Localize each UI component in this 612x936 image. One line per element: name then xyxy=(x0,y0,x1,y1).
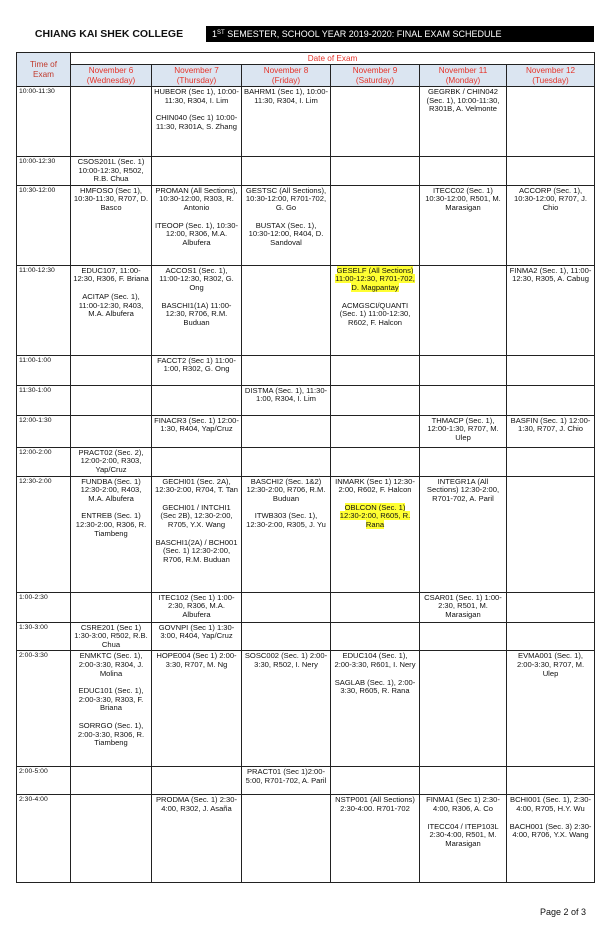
time-slot-cell: 10:00-11:30 xyxy=(17,87,71,157)
exam-entry: HOPE004 (Sec 1) 2:00-3:30, R707, M. Ng xyxy=(156,651,237,669)
exam-entry: PROMAN (All Sections), 10:30-12:00, R303, R. Antonio xyxy=(155,185,238,212)
exam-entry: BASCHI1(1A) 11:00-12:30, R706, R.M. Buduan xyxy=(161,300,232,327)
day-date: November 9 xyxy=(352,66,398,75)
schedule-row xyxy=(17,447,595,476)
time-slot-cell: 10:00-12:30 xyxy=(17,157,71,186)
schedule-cell xyxy=(152,355,242,385)
exam-entry-block xyxy=(422,823,504,849)
schedule-row xyxy=(17,592,595,622)
page-header xyxy=(16,26,594,42)
time-slot-cell: 12:30-2:00 xyxy=(17,476,71,592)
schedule-cell xyxy=(420,447,507,476)
schedule-cell xyxy=(71,476,152,592)
schedule-cell xyxy=(242,592,331,622)
exam-entry-block xyxy=(422,478,504,504)
exam-entry-block xyxy=(154,267,239,293)
exam-entry: FINACR3 (Sec. 1) 12:00-1:30, R404, Yap/Cruz xyxy=(154,415,239,434)
exam-entry: CSOS201L (Sec. 1) 10:00-12:30, R502, R.B. Chua xyxy=(77,157,145,184)
exam-entry: PRACT02 (Sec. 2), 12:00-2:00, R303, Yap/Cruz xyxy=(78,447,144,474)
exam-entry-block xyxy=(154,302,239,328)
schedule-cell xyxy=(152,651,242,767)
exam-entry: NSTP001 (All Sections) 2:30-4:00. R701-702 xyxy=(335,795,415,813)
schedule-cell xyxy=(507,622,595,651)
exam-entry: ITWB303 (Sec. 1), 12:30-2:00, R305, J. Yu xyxy=(246,511,326,529)
exam-entry: SAGLAB (Sec. 1), 2:00-3:30, R605, R. Rana xyxy=(334,677,416,696)
exam-entry-block xyxy=(422,417,504,443)
schedule-cell xyxy=(71,622,152,651)
schedule-cell xyxy=(71,385,152,415)
exam-entry: SOSC002 (Sec. 1) 2:00-3:30, R502, I. Nery xyxy=(244,651,328,669)
schedule-cell xyxy=(507,385,595,415)
schedule-cell xyxy=(71,767,152,795)
page-number: Page 2 of 3 xyxy=(540,907,587,917)
day-date: November 11 xyxy=(438,66,488,75)
schedule-cell xyxy=(152,447,242,476)
exam-entry: INTEGR1A (All Sections) 12:30-2:00, R701-702, A. Paril xyxy=(426,476,500,503)
time-slot-cell: 11:00-12:30 xyxy=(17,265,71,355)
exam-entry-block xyxy=(73,687,149,713)
time-of-exam-header: Time of Exam xyxy=(17,53,71,87)
schedule-cell xyxy=(242,87,331,157)
schedule-cell xyxy=(507,795,595,883)
exam-entry-block xyxy=(244,652,328,669)
schedule-cell xyxy=(331,622,420,651)
exam-entry-block xyxy=(244,387,328,404)
exam-entry-block xyxy=(73,624,149,650)
day-header xyxy=(420,65,507,87)
exam-entry-block xyxy=(73,158,149,184)
exam-entry-block xyxy=(422,594,504,620)
schedule-cell xyxy=(420,157,507,186)
schedule-cell xyxy=(507,592,595,622)
exam-entry: GESTSC (All Sections), 10:30-12:00, R701-702, G. Go xyxy=(245,185,327,212)
day-header xyxy=(331,65,420,87)
schedule-cell xyxy=(242,476,331,592)
schedule-cell xyxy=(242,157,331,186)
exam-entry-block xyxy=(509,652,592,678)
exam-entry-block xyxy=(422,796,504,813)
exam-entry: PRODMA (Sec. 1) 2:30-4:00, R302, J. Asaña xyxy=(155,795,238,813)
exam-entry: GEGRBK / CHIN042 (Sec. 1), 10:00-11:30, R301B, A. Velmonte xyxy=(426,87,500,114)
day-weekday: (Saturday) xyxy=(355,75,395,85)
schedule-cell xyxy=(71,265,152,355)
exam-entry: GECHI01 / INTCHI1 (Sec 2B), 12:30-2:00, R705, Y.X. Wang xyxy=(160,502,233,529)
exam-entry: FINMA2 (Sec. 1), 11:00-12:30, R305, A. Cabug xyxy=(509,265,592,284)
schedule-cell xyxy=(507,476,595,592)
time-slot-cell: 12:00-2:00 xyxy=(17,447,71,476)
exam-entry-block xyxy=(244,88,328,105)
schedule-cell xyxy=(507,185,595,265)
time-slot-cell: 1:30-3:00 xyxy=(17,622,71,651)
semester-number: 1 xyxy=(212,29,218,39)
exam-entry: CSAR01 (Sec. 1) 1:00-2:30, R501, M. Marasigan xyxy=(424,592,502,619)
exam-entry-block xyxy=(333,796,417,813)
exam-entry: FACCT2 (Sec 1) 11:00-1:00, R302, G. Ong xyxy=(157,355,236,374)
exam-entry: PRACT01 (Sec 1)2:00-5:00, R701-702, A. Paril xyxy=(245,767,327,785)
schedule-cell xyxy=(71,87,152,157)
day-weekday: (Monday) xyxy=(445,75,481,85)
exam-entry: DISTMA (Sec. 1), 11:30-1:00, R304, I. Lim xyxy=(244,385,328,404)
schedule-cell xyxy=(507,87,595,157)
exam-entry: BASFIN (Sec. 1) 12:00-1:30, R707, J. Chio xyxy=(510,415,591,434)
day-weekday: (Wednesday) xyxy=(86,75,136,85)
exam-entry: ITECC02 (Sec. 1) 10:30-12:00, R501, M. Marasigan xyxy=(425,185,501,212)
exam-entry-block xyxy=(422,88,504,114)
exam-entry-block xyxy=(333,652,417,669)
exam-entry-block xyxy=(154,796,239,813)
exam-entry-block xyxy=(154,478,239,495)
exam-entry: ACCOS1 (Sec. 1), 11:00-12:30, R302, G. Ong xyxy=(159,265,234,292)
exam-entry: ACITAP (Sec. 1), 11:00-12:30, R403, M.A. Albufera xyxy=(78,291,144,319)
schedule-cell xyxy=(71,415,152,447)
schedule-title xyxy=(206,26,594,42)
schedule-cell xyxy=(71,592,152,622)
exam-entry-block xyxy=(154,417,239,434)
schedule-cell xyxy=(242,265,331,355)
schedule-cell xyxy=(152,415,242,447)
schedule-cell xyxy=(331,592,420,622)
exam-entry: INMARK (Sec 1) 12:30-2:00, R602, F. Halcon xyxy=(335,476,415,495)
exam-entry-block xyxy=(333,302,417,328)
exam-entry: ITECC04 / ITEP103L 2:30-4:00, R501, M. Marasigan xyxy=(427,821,499,848)
schedule-row xyxy=(17,355,595,385)
exam-entry-block xyxy=(154,652,239,669)
time-slot-cell: 11:30-1:00 xyxy=(17,385,71,415)
schedule-cell xyxy=(71,157,152,186)
schedule-cell xyxy=(71,795,152,883)
exam-entry-block xyxy=(509,417,592,434)
schedule-cell xyxy=(331,87,420,157)
exam-entry-block xyxy=(73,187,149,213)
day-weekday: (Tuesday) xyxy=(532,75,569,85)
schedule-cell xyxy=(71,355,152,385)
time-slot-cell: 2:00-5:00 xyxy=(17,767,71,795)
exam-entry: THMACP (Sec. 1), 12:00-1:30, R707, M. Ulep xyxy=(427,415,499,442)
exam-entry: GOVNPI (Sec 1) 1:30-3:00, R404, Yap/Cruz xyxy=(158,622,235,641)
exam-entry: FINMA1 (Sec 1) 2:30-4:00, R306, A. Co xyxy=(426,795,500,813)
schedule-row xyxy=(17,157,595,186)
schedule-cell xyxy=(420,767,507,795)
schedule-cell xyxy=(331,185,420,265)
exam-entry-block xyxy=(73,722,149,748)
exam-entry: ITEOOP (Sec. 1), 10:30-12:00, R306, M.A. Albufera xyxy=(154,220,238,247)
time-slot-cell: 2:00-3:30 xyxy=(17,651,71,767)
schedule-cell xyxy=(507,651,595,767)
exam-entry-block xyxy=(244,187,328,213)
schedule-cell xyxy=(420,355,507,385)
schedule-cell xyxy=(507,415,595,447)
exam-entry: ACCORP (Sec. 1), 10:30-12:00, R707, J. Chio xyxy=(514,185,588,212)
exam-entry-block xyxy=(422,187,504,213)
exam-entry: ENMKTC (Sec. 1), 2:00-3:30, R304, J. Molina xyxy=(78,651,144,678)
schedule-cell xyxy=(71,447,152,476)
schedule-cell xyxy=(242,385,331,415)
schedule-row xyxy=(17,622,595,651)
schedule-cell xyxy=(331,415,420,447)
exam-entry: BASCHI1(2A) / BCH001 (Sec. 1) 12:30-2:00, R706, R.M. Buduan xyxy=(155,537,238,564)
time-slot-cell: 2:30-4:00 xyxy=(17,795,71,883)
exam-entry-block xyxy=(509,187,592,213)
day-header xyxy=(152,65,242,87)
exam-entry-block xyxy=(154,504,239,530)
exam-entry-block xyxy=(509,823,592,840)
exam-entry-block xyxy=(73,293,149,319)
schedule-cell xyxy=(420,265,507,355)
exam-entry: BASCHI2 (Sec. 1&2) 12:30-2:00, R706, R.M. Buduan xyxy=(246,476,326,503)
schedule-cell xyxy=(331,265,420,355)
schedule-cell xyxy=(152,795,242,883)
exam-entry-block xyxy=(154,594,239,620)
exam-entry: ACMGSCI/QUANTI (Sec. 1) 11:00-12:30, R602, F. Halcon xyxy=(339,300,411,327)
exam-entry-highlighted: GESELF (All Sections) 11:00-12:30, R701-702, D. Magpantay xyxy=(335,265,415,292)
exam-entry: EDUC104 (Sec. 1), 2:00-3:30, R601, I. Nery xyxy=(334,651,416,669)
exam-entry-block xyxy=(509,267,592,284)
exam-entry-block xyxy=(73,512,149,538)
exam-entry-block xyxy=(73,478,149,504)
exam-entry: SORRGO (Sec. 1), 2:00-3:30, R306, R. Tiambeng xyxy=(77,720,145,748)
day-header xyxy=(507,65,595,87)
exam-entry: BUSTAX (Sec. 1), 10:30-12:00, R404, D. Sandoval xyxy=(248,220,324,247)
schedule-cell xyxy=(242,767,331,795)
exam-entry-block xyxy=(154,624,239,641)
exam-entry-block xyxy=(73,652,149,678)
schedule-cell xyxy=(420,622,507,651)
schedule-row xyxy=(17,87,595,157)
schedule-cell xyxy=(152,476,242,592)
exam-entry: BAHRM1 (Sec 1), 10:00-11:30, R304, I. Lim xyxy=(244,87,328,105)
schedule-cell xyxy=(331,385,420,415)
schedule-cell xyxy=(507,767,595,795)
day-header xyxy=(71,65,152,87)
exam-entry-block xyxy=(333,504,417,530)
exam-entry-block xyxy=(73,449,149,475)
exam-entry-block xyxy=(154,114,239,131)
exam-entry: EDUC101 (Sec. 1), 2:00-3:30, R303, F. Briana xyxy=(78,686,144,713)
exam-entry: ENTREB (Sec. 1) 12:30-2:00, R306, R. Tiambeng xyxy=(75,511,147,538)
schedule-cell xyxy=(507,355,595,385)
exam-entry-block xyxy=(154,187,239,213)
schedule-cell xyxy=(420,185,507,265)
day-date: November 7 xyxy=(174,66,219,75)
exam-entry-block xyxy=(154,539,239,565)
day-header xyxy=(242,65,331,87)
day-date: November 6 xyxy=(88,66,134,75)
schedule-row xyxy=(17,476,595,592)
schedule-cell xyxy=(242,355,331,385)
schedule-cell xyxy=(420,476,507,592)
schedule-row xyxy=(17,767,595,795)
schedule-cell xyxy=(152,87,242,157)
schedule-cell xyxy=(152,622,242,651)
schedule-cell xyxy=(152,157,242,186)
schedule-cell xyxy=(152,592,242,622)
exam-entry: EDUC107, 11:00-12:30, R306, F. Briana xyxy=(73,265,149,284)
schedule-cell xyxy=(331,447,420,476)
exam-entry: FUNDBA (Sec. 1) 12:30-2:00, R403, M.A. Albufera xyxy=(80,476,142,503)
schedule-cell xyxy=(331,651,420,767)
schedule-row xyxy=(17,385,595,415)
exam-entry-block xyxy=(333,679,417,696)
exam-entry: GECHI01 (Sec. 2A), 12:30-2:00, R704, T. Tan xyxy=(155,476,238,495)
day-date: November 12 xyxy=(525,66,576,75)
schedule-cell xyxy=(420,651,507,767)
schedule-cell xyxy=(420,87,507,157)
exam-entry: BCHI001 (Sec. 1), 2:30-4:00, R705, H.Y. Wu xyxy=(510,795,592,813)
exam-entry-block xyxy=(73,267,149,284)
schedule-cell xyxy=(331,157,420,186)
schedule-cell xyxy=(242,185,331,265)
time-slot-cell: 1:00-2:30 xyxy=(17,592,71,622)
schedule-cell xyxy=(420,415,507,447)
exam-entry-block xyxy=(509,796,592,813)
schedule-cell xyxy=(242,415,331,447)
schedule-cell xyxy=(331,767,420,795)
exam-entry-block xyxy=(244,512,328,529)
day-date: November 8 xyxy=(263,66,309,75)
exam-entry-block xyxy=(154,357,239,374)
time-slot-cell: 11:00-1:00 xyxy=(17,355,71,385)
day-weekday: (Friday) xyxy=(271,75,301,85)
exam-entry-block xyxy=(244,768,328,785)
exam-entry-block xyxy=(154,88,239,105)
exam-entry: CHIN040 (Sec 1) 10:00-11:30, R301A, S. Zhang xyxy=(155,113,238,131)
schedule-cell xyxy=(71,185,152,265)
exam-entry-block xyxy=(154,222,239,248)
exam-entry: BACH001 (Sec. 3) 2:30-4:00, R706, Y.X. Wang xyxy=(509,821,592,840)
exam-entry: EVMA001 (Sec. 1), 2:00-3:30, R707, M. Ulep xyxy=(516,651,585,678)
schedule-cell xyxy=(507,157,595,186)
schedule-cell xyxy=(152,265,242,355)
schedule-cell xyxy=(331,355,420,385)
college-name: CHIANG KAI SHEK COLLEGE xyxy=(34,28,184,40)
schedule-cell xyxy=(71,651,152,767)
schedule-row xyxy=(17,185,595,265)
schedule-row xyxy=(17,415,595,447)
exam-entry-highlighted: OBLCON (Sec. 1) 12:30-2:00, R605, R. Rana xyxy=(339,502,411,529)
schedule-cell xyxy=(242,651,331,767)
day-weekday: (Thursday) xyxy=(176,75,217,85)
exam-entry-block xyxy=(244,478,328,504)
schedule-cell xyxy=(242,622,331,651)
schedule-cell xyxy=(331,795,420,883)
exam-entry: HUBEOR (Sec 1), 10:00-11:30, R304, I. Lim xyxy=(154,87,239,105)
schedule-cell xyxy=(420,592,507,622)
date-of-exam-header: Date of Exam xyxy=(71,53,595,65)
exam-entry-block xyxy=(333,267,417,293)
schedule-cell xyxy=(507,447,595,476)
schedule-cell xyxy=(152,385,242,415)
schedule-cell xyxy=(152,767,242,795)
header-row-date xyxy=(17,53,595,65)
schedule-cell xyxy=(420,385,507,415)
schedule-row xyxy=(17,795,595,883)
schedule-cell xyxy=(242,447,331,476)
exam-entry: HMFOSO (Sec 1), 10:30-11:30, R707, D. Basco xyxy=(73,185,149,212)
exam-entry: CSRE201 (Sec 1) 1:30-3:00, R502, R.B. Chua xyxy=(74,622,148,649)
schedule-cell xyxy=(152,185,242,265)
exam-entry: ITEC102 (Sec 1) 1:00-2:30, R306, M.A. Albufera xyxy=(158,592,235,619)
time-slot-cell: 12:00-1:30 xyxy=(17,415,71,447)
schedule-cell xyxy=(242,795,331,883)
semester-ordinal: ST xyxy=(217,30,225,36)
exam-schedule-table xyxy=(16,52,595,883)
schedule-row xyxy=(17,651,595,767)
exam-entry-block xyxy=(333,478,417,495)
schedule-title-text: SEMESTER, SCHOOL YEAR 2019-2020: FINAL EXAM SCHEDULE xyxy=(224,29,502,39)
schedule-cell xyxy=(331,476,420,592)
exam-entry-block xyxy=(244,222,328,248)
header-row-days xyxy=(17,65,595,87)
schedule-row xyxy=(17,265,595,355)
time-slot-cell: 10:30-12:00 xyxy=(17,185,71,265)
schedule-cell xyxy=(507,265,595,355)
schedule-cell xyxy=(420,795,507,883)
